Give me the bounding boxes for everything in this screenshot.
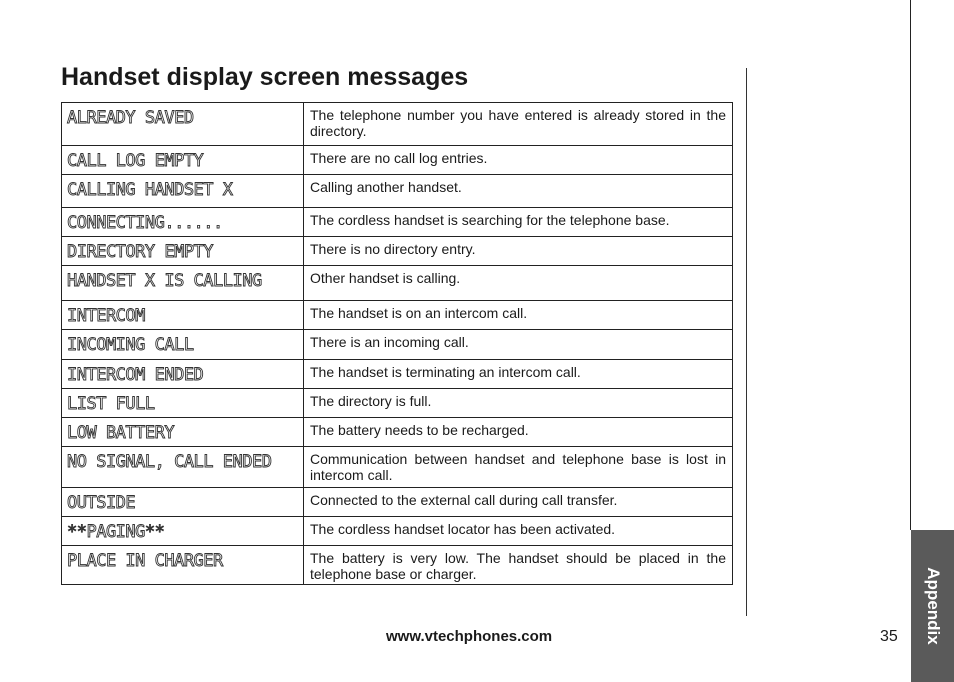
message-description: The telephone number you have entered is already stored in the directory. bbox=[310, 107, 726, 139]
message-code: CALLING HANDSET X bbox=[67, 180, 233, 200]
message-description: The handset is terminating an intercom call. bbox=[310, 364, 581, 380]
message-description-cell bbox=[304, 418, 733, 447]
message-description: There is an incoming call. bbox=[310, 334, 469, 350]
appendix-tab bbox=[911, 530, 954, 682]
column-divider bbox=[746, 68, 747, 616]
message-code-cell bbox=[62, 418, 304, 447]
message-code-cell bbox=[62, 208, 304, 237]
message-code: INTERCOM ENDED bbox=[67, 365, 204, 385]
message-description: The cordless handset locator has been activated. bbox=[310, 521, 616, 537]
message-description-cell bbox=[304, 208, 733, 237]
message-description-cell bbox=[304, 517, 733, 546]
appendix-tab-label: Appendix bbox=[923, 567, 943, 645]
table-row bbox=[62, 146, 733, 175]
message-code-cell bbox=[62, 266, 304, 301]
message-code-cell bbox=[62, 175, 304, 208]
message-description-cell bbox=[304, 266, 733, 301]
message-code: INTERCOM bbox=[67, 306, 145, 326]
message-code: CONNECTING...... bbox=[67, 213, 223, 233]
message-code: NO SIGNAL, CALL ENDED bbox=[67, 452, 272, 472]
message-description: The cordless handset is searching for the telephone base. bbox=[310, 212, 670, 228]
message-description: Other handset is calling. bbox=[310, 270, 461, 286]
message-description-cell bbox=[304, 103, 733, 146]
page-edge-rule bbox=[910, 0, 911, 530]
message-code: INCOMING CALL bbox=[67, 335, 194, 355]
table-row bbox=[62, 517, 733, 546]
message-description: Calling another handset. bbox=[310, 179, 462, 195]
message-description: The directory is full. bbox=[310, 393, 432, 409]
message-description-cell bbox=[304, 488, 733, 517]
message-code-cell bbox=[62, 389, 304, 418]
message-code: CALL LOG EMPTY bbox=[67, 151, 204, 171]
message-code-cell bbox=[62, 447, 304, 488]
message-code-cell bbox=[62, 301, 304, 330]
message-code-cell bbox=[62, 330, 304, 360]
message-code: LOW BATTERY bbox=[67, 423, 175, 443]
message-description-cell bbox=[304, 389, 733, 418]
message-code-cell bbox=[62, 146, 304, 175]
table-row bbox=[62, 237, 733, 266]
message-code-cell bbox=[62, 488, 304, 517]
message-description: There are no call log entries. bbox=[310, 150, 488, 166]
message-code-cell bbox=[62, 546, 304, 585]
table-row bbox=[62, 546, 733, 585]
table-row bbox=[62, 389, 733, 418]
message-code: HANDSET X IS CALLING bbox=[67, 271, 262, 291]
table-row bbox=[62, 103, 733, 146]
message-code-cell bbox=[62, 517, 304, 546]
table-row bbox=[62, 488, 733, 517]
message-description: The battery needs to be recharged. bbox=[310, 422, 529, 438]
message-description-cell bbox=[304, 330, 733, 360]
message-description-cell bbox=[304, 360, 733, 389]
message-code: DIRECTORY EMPTY bbox=[67, 242, 214, 262]
message-description: The handset is on an intercom call. bbox=[310, 305, 528, 321]
message-description: The battery is very low. The handset should be placed in the telephone base or charger. bbox=[310, 550, 726, 582]
table-row bbox=[62, 418, 733, 447]
message-code-cell bbox=[62, 103, 304, 146]
table-row bbox=[62, 208, 733, 237]
message-description: Communication between handset and telephone base is lost in intercom call. bbox=[310, 451, 726, 483]
message-description: There is no directory entry. bbox=[310, 241, 476, 257]
footer-url: www.vtechphones.com bbox=[386, 628, 553, 645]
message-code-cell bbox=[62, 237, 304, 266]
table-row bbox=[62, 301, 733, 330]
message-description-cell bbox=[304, 447, 733, 488]
table-row bbox=[62, 266, 733, 301]
table-row bbox=[62, 175, 733, 208]
table-row bbox=[62, 330, 733, 360]
message-code: **PAGING** bbox=[67, 522, 165, 542]
message-description-cell bbox=[304, 146, 733, 175]
page-number: 35 bbox=[880, 628, 898, 645]
message-code: LIST FULL bbox=[67, 394, 155, 414]
message-description-cell bbox=[304, 237, 733, 266]
message-description-cell bbox=[304, 546, 733, 585]
page-title: Handset display screen messages bbox=[61, 63, 469, 91]
message-description: Connected to the external call during call transfer. bbox=[310, 492, 618, 508]
table-row bbox=[62, 447, 733, 488]
message-description-cell bbox=[304, 175, 733, 208]
message-description-cell bbox=[304, 301, 733, 330]
table-row bbox=[62, 360, 733, 389]
messages-table bbox=[61, 102, 733, 585]
message-code: PLACE IN CHARGER bbox=[67, 551, 223, 571]
message-code: ALREADY SAVED bbox=[67, 108, 194, 128]
message-code-cell bbox=[62, 360, 304, 389]
message-code: OUTSIDE bbox=[67, 493, 136, 513]
